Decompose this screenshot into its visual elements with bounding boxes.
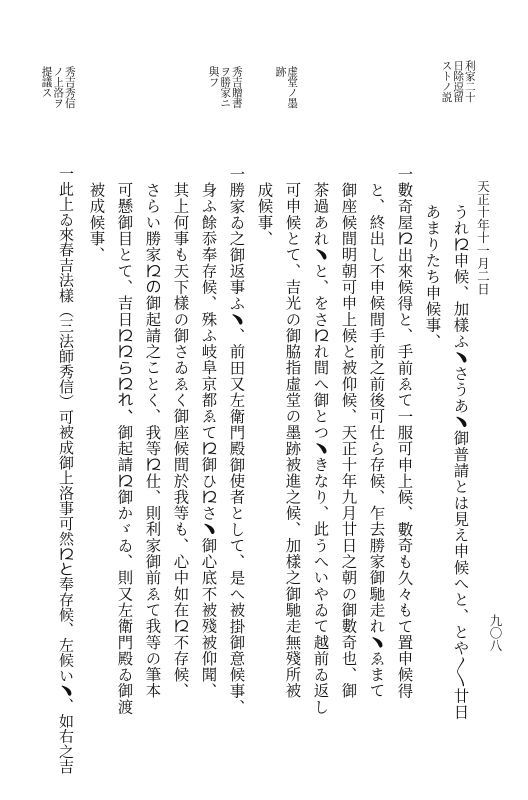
margin-note-line: 日除逗留	[452, 60, 465, 103]
margin-note-line: ノ上洛ヲ	[52, 66, 65, 109]
margin-note	[274, 66, 297, 108]
margin-note-line: 與フ	[207, 66, 220, 88]
body-line: 身ふ餘忝奉存候、殊ふ岐阜京都ゑて𛀁御ひ𛀁さ﹅御心底不被殘被仰聞、	[199, 182, 218, 699]
margin-note-line: 提議ス	[40, 66, 53, 98]
margin-note-line: 虚堂ノ墨	[286, 66, 299, 109]
margin-note	[207, 66, 242, 108]
body-line: あまりたち申候事、	[423, 204, 442, 350]
margin-note-line: ヲ勝家ニ	[219, 66, 232, 109]
body-line: 御座候間明朝可申上候と被仰候、天正十年九月廿日之朝の御數奇也、御	[339, 182, 358, 699]
body-line: と、終出し不申候間手前之前後可仕ら存候、乍去勝家御馳走れ﹅ゑまて	[367, 182, 386, 699]
body-line: 一數奇屋𛀁出來候得と、手前ゑて一服可申上候、數奇も久々もて置申候得	[395, 166, 414, 699]
body-line: 一勝家ゐ之御返事ふ﹅、前田又左衛門殿御使者として、是へ被掛御意候事、	[227, 166, 246, 716]
margin-note	[40, 66, 75, 108]
body-line: 其上何事も天下樣の御さゐゑく御座候間於我等も、心中如在𛀁不存候、	[171, 182, 190, 699]
page-number: 九〇八	[488, 614, 503, 652]
margin-note-line: ストノ説	[440, 60, 453, 103]
margin-note-line: 秀吉秀信	[63, 66, 76, 109]
body-line: 被成候事、	[87, 182, 106, 263]
body-line: 成候事、	[255, 182, 274, 247]
body-line: 可申候とて、吉光の御脇指虛堂の墨跡被進之候、加樣之御馳走無殘所被	[283, 182, 302, 699]
body-line: 茶過あれ﹅と、をさ𛀁れ間へ御とつ﹅きなり、此うへいやゐて越前ゐ返し	[311, 182, 330, 715]
margin-note-line: 利家二十	[463, 60, 476, 103]
margin-note-line: 跡	[274, 66, 287, 77]
date-line: 天正十年十一月二日	[475, 180, 491, 296]
margin-note	[440, 60, 475, 102]
body-line: 可懸御目とて、吉日𛀁𛀁ら𛀁れ、御起請𛀁御かゞゐ、則又左衛門殿ゐ御渡	[115, 182, 134, 715]
body-line: 一此上ゐ來春吉法樣（三法師秀信）可被成御上洛事可然𛀁と奉存候、左候い﹅、如右之吉	[57, 166, 75, 774]
body-line: さらい勝家𛀁の御起請之ことく、我等𛀁仕、則利家御前ゑて我等の筆本	[143, 182, 162, 699]
margin-note-line: 秀吉贈書	[230, 66, 243, 109]
body-line: うれ𛀁申候、加樣ふ﹅さうあ﹅御普請とは見え申候へと、とや〳〵廿日	[451, 204, 470, 721]
